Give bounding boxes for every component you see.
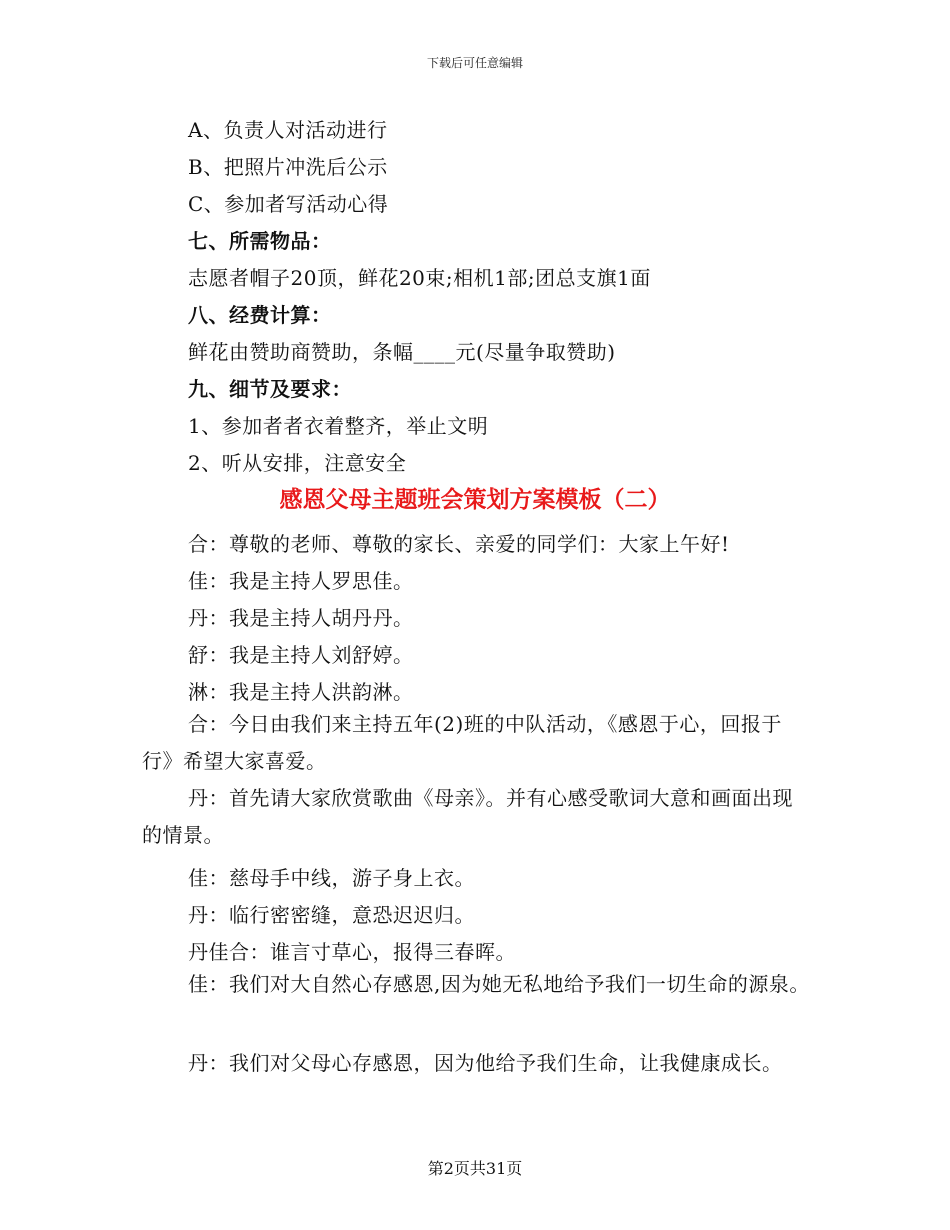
script-paragraph: 佳：我们对大自然心存感恩,因为她无私地给予我们一切生命的源泉。 — [188, 972, 810, 996]
section-9-item-1: 1、参加者者衣着整齐，举止文明 — [188, 414, 489, 438]
section-9-heading: 九、细节及要求： — [188, 377, 352, 401]
script-line: 舒：我是主持人刘舒婷。 — [188, 643, 414, 667]
script-paragraph: 丹：首先请大家欣赏歌曲《母亲》。并有心感受歌词大意和画面出现的情景。 — [142, 786, 793, 847]
script-line: 丹：我们对父母心存感恩，因为他给予我们生命，让我健康成长。 — [188, 1051, 783, 1075]
section-7-body: 志愿者帽子20顶，鲜花20束;相机1部;团总支旗1面 — [188, 266, 651, 290]
script-line: 淋：我是主持人洪韵淋。 — [188, 680, 414, 704]
section-7-heading: 七、所需物品： — [188, 229, 332, 253]
page-footer: 第2页共31页 — [427, 1159, 523, 1178]
script-line: 佳：我是主持人罗思佳。 — [188, 569, 414, 593]
section-8-heading: 八、经费计算： — [188, 303, 332, 327]
list-item-a: A、负责人对活动进行 — [188, 118, 388, 142]
page-header: 下载后可任意编辑 — [426, 56, 523, 70]
script-line: 合：尊敬的老师、尊敬的家长、亲爱的同学们：大家上午好! — [188, 532, 730, 556]
script-line: 丹：临行密密缝，意恐迟迟归。 — [188, 903, 475, 927]
script-line: 丹：我是主持人胡丹丹。 — [188, 606, 414, 630]
document-title: 感恩父母主题班会策划方案模板（二） — [279, 487, 671, 513]
script-paragraph: 合：今日由我们来主持五年(2)班的中队活动，《感恩于心，回报于行》希望大家喜爱。 — [142, 712, 782, 773]
section-9-item-2: 2、听从安排，注意安全 — [188, 451, 407, 475]
list-item-b: B、把照片冲洗后公示 — [188, 155, 388, 179]
list-item-c: C、参加者写活动心得 — [188, 192, 389, 216]
script-line: 佳：慈母手中线，游子身上衣。 — [188, 866, 475, 890]
section-8-body: 鲜花由赞助商赞助，条幅____元(尽量争取赞助) — [188, 340, 616, 364]
script-line: 丹佳合：谁言寸草心，报得三春晖。 — [188, 940, 516, 964]
